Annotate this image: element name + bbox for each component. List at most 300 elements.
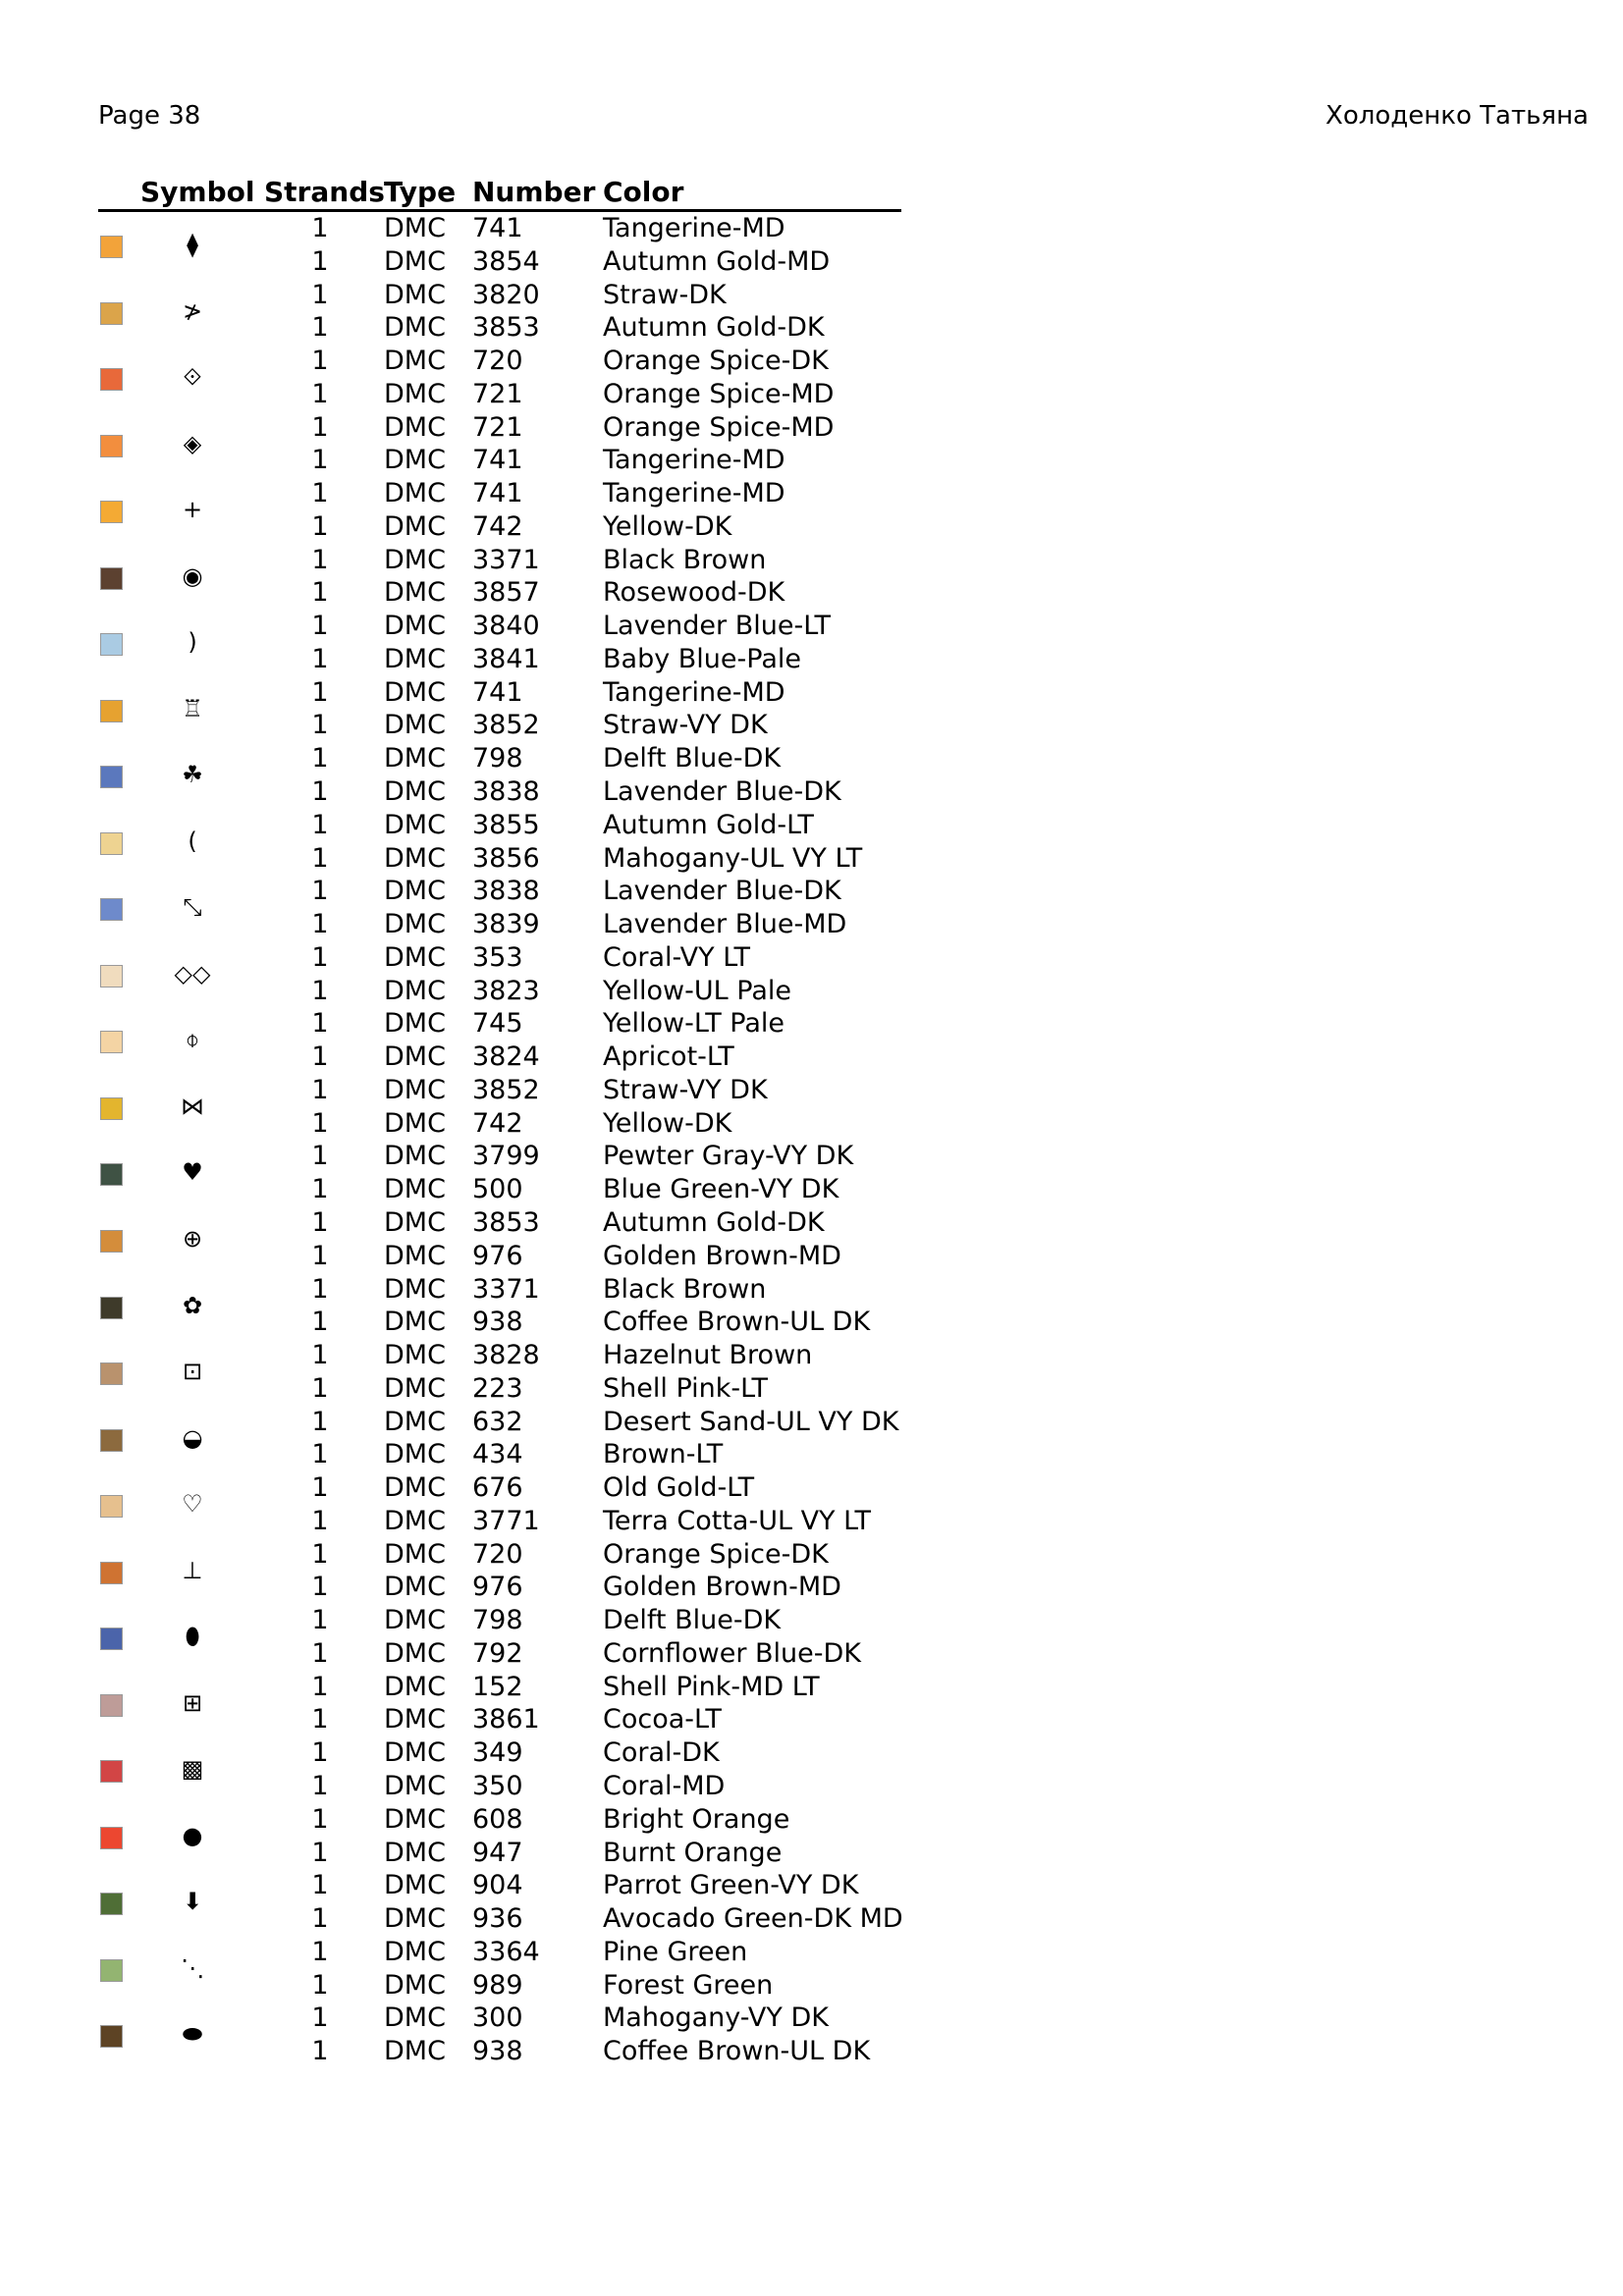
key-entry xyxy=(98,212,901,279)
stitch-symbol-icon: ⤡ xyxy=(183,893,202,922)
color-name-cell: Tangerine-MD xyxy=(603,478,785,509)
type-cell: DMC xyxy=(384,809,446,840)
thread-row xyxy=(98,975,901,1008)
color-name-cell: Delft Blue-DK xyxy=(603,743,782,774)
type-cell: DMC xyxy=(384,1605,446,1636)
strands-cell: 1 xyxy=(311,611,329,642)
type-cell: DMC xyxy=(384,312,446,344)
type-cell: DMC xyxy=(384,378,446,409)
number-cell: 741 xyxy=(472,478,523,509)
color-name-cell: Coral-DK xyxy=(603,1737,720,1769)
color-name-cell: Blue Green-VY DK xyxy=(603,1174,839,1205)
strands-cell: 1 xyxy=(311,909,329,940)
thread-row xyxy=(98,411,901,445)
number-cell: 223 xyxy=(472,1372,523,1404)
strands-cell: 1 xyxy=(311,510,329,542)
key-entry xyxy=(98,610,901,676)
thread-row xyxy=(98,444,901,477)
color-name-cell: Pewter Gray-VY DK xyxy=(603,1141,854,1172)
thread-row xyxy=(98,1173,901,1206)
color-name-cell: Autumn Gold-DK xyxy=(603,312,825,344)
thread-row xyxy=(98,1505,901,1538)
color-name-cell: Burnt Orange xyxy=(603,1837,783,1868)
thread-row xyxy=(98,378,901,411)
color-name-cell: Baby Blue-Pale xyxy=(603,643,801,674)
thread-row xyxy=(98,1571,901,1604)
type-cell: DMC xyxy=(384,1307,446,1338)
number-cell: 938 xyxy=(472,2036,523,2067)
color-name-cell: Brown-LT xyxy=(603,1439,724,1470)
type-cell: DMC xyxy=(384,1372,446,1404)
color-name-cell: Autumn Gold-DK xyxy=(603,1206,825,1238)
color-name-cell: Orange Spice-DK xyxy=(603,1538,829,1570)
strands-cell: 1 xyxy=(311,577,329,609)
thread-row xyxy=(98,643,901,676)
key-entry xyxy=(98,1538,901,1605)
color-name-cell: Autumn Gold-LT xyxy=(603,809,814,840)
key-entry xyxy=(98,1206,901,1273)
strands-cell: 1 xyxy=(311,312,329,344)
strands-cell: 1 xyxy=(311,1406,329,1437)
number-cell: 632 xyxy=(472,1406,523,1437)
stitch-symbol-icon: ⧫ xyxy=(187,231,198,258)
strands-cell: 1 xyxy=(311,544,329,575)
strands-cell: 1 xyxy=(311,213,329,243)
type-cell: DMC xyxy=(384,876,446,907)
thread-row xyxy=(98,1969,901,2002)
author-name: Холоденко Татьяна xyxy=(1325,101,1589,131)
type-cell: DMC xyxy=(384,611,446,642)
number-cell: 3840 xyxy=(472,611,540,642)
type-cell: DMC xyxy=(384,1936,446,1967)
number-cell: 3371 xyxy=(472,544,540,575)
number-cell: 745 xyxy=(472,1008,523,1040)
key-entry xyxy=(98,2002,901,2068)
key-entry xyxy=(98,1074,901,1141)
number-cell: 976 xyxy=(472,1572,523,1603)
type-cell: DMC xyxy=(384,1472,446,1504)
strands-cell: 1 xyxy=(311,445,329,476)
key-entry xyxy=(98,345,901,411)
stitch-symbol-icon: ◉ xyxy=(182,561,203,590)
type-cell: DMC xyxy=(384,1969,446,2001)
strands-cell: 1 xyxy=(311,2036,329,2067)
stitch-symbol-icon: ⬮ xyxy=(185,1623,200,1651)
stitch-symbol-icon: ⋈ xyxy=(181,1092,204,1120)
type-cell: DMC xyxy=(384,1439,446,1470)
stitch-symbol-icon: ) xyxy=(188,628,197,657)
color-name-cell: Shell Pink-MD LT xyxy=(603,1671,820,1702)
strands-cell: 1 xyxy=(311,710,329,741)
strands-cell: 1 xyxy=(311,1141,329,1172)
key-entry xyxy=(98,1339,901,1406)
stitch-symbol-icon: ● xyxy=(182,1821,203,1849)
stitch-symbol-icon: ♖ xyxy=(182,694,203,722)
floss-key-table xyxy=(98,176,901,2068)
type-cell: DMC xyxy=(384,346,446,377)
stitch-symbol-icon: ☘ xyxy=(182,761,203,789)
strands-cell: 1 xyxy=(311,1372,329,1404)
type-cell: DMC xyxy=(384,1803,446,1835)
number-cell: 947 xyxy=(472,1837,523,1868)
type-cell: DMC xyxy=(384,941,446,973)
thread-row xyxy=(98,2002,901,2035)
stitch-symbol-icon: ⊞ xyxy=(182,1688,203,1717)
number-cell: 152 xyxy=(472,1671,523,1702)
thread-row xyxy=(98,1770,901,1803)
thread-row xyxy=(98,1041,901,1074)
type-cell: DMC xyxy=(384,213,446,243)
stitch-symbol-icon: ⌽ xyxy=(185,1026,200,1054)
number-cell: 3853 xyxy=(472,1206,540,1238)
thread-row xyxy=(98,2035,901,2068)
number-cell: 608 xyxy=(472,1803,523,1835)
color-name-cell: Yellow-UL Pale xyxy=(603,975,791,1006)
type-cell: DMC xyxy=(384,2002,446,2034)
strands-cell: 1 xyxy=(311,1008,329,1040)
type-cell: DMC xyxy=(384,1273,446,1305)
strands-cell: 1 xyxy=(311,1538,329,1570)
type-cell: DMC xyxy=(384,975,446,1006)
thread-row xyxy=(98,1837,901,1870)
color-name-cell: Golden Brown-MD xyxy=(603,1240,841,1271)
thread-row xyxy=(98,941,901,975)
thread-row xyxy=(98,1604,901,1637)
number-cell: 353 xyxy=(472,941,523,973)
thread-row xyxy=(98,1736,901,1770)
strands-cell: 1 xyxy=(311,1174,329,1205)
color-name-cell: Shell Pink-LT xyxy=(603,1372,768,1404)
type-cell: DMC xyxy=(384,510,446,542)
stitch-symbol-icon: ⊡ xyxy=(182,1358,203,1386)
strands-cell: 1 xyxy=(311,1240,329,1271)
strands-cell: 1 xyxy=(311,1803,329,1835)
color-name-cell: Coffee Brown-UL DK xyxy=(603,2036,871,2067)
color-name-cell: Tangerine-MD xyxy=(603,676,785,708)
thread-row xyxy=(98,510,901,544)
thread-row xyxy=(98,1471,901,1505)
key-entry xyxy=(98,411,901,478)
thread-row xyxy=(98,1372,901,1406)
key-entry xyxy=(98,279,901,346)
strands-cell: 1 xyxy=(311,1770,329,1801)
color-name-cell: Black Brown xyxy=(603,1273,767,1305)
strands-cell: 1 xyxy=(311,643,329,674)
color-name-cell: Straw-VY DK xyxy=(603,710,768,741)
strands-cell: 1 xyxy=(311,1837,329,1868)
type-cell: DMC xyxy=(384,1671,446,1702)
thread-row xyxy=(98,1703,901,1736)
strands-cell: 1 xyxy=(311,676,329,708)
number-cell: 3820 xyxy=(472,279,540,310)
strands-cell: 1 xyxy=(311,1307,329,1338)
type-cell: DMC xyxy=(384,2036,446,2067)
color-name-cell: Tangerine-MD xyxy=(603,445,785,476)
strands-cell: 1 xyxy=(311,245,329,277)
key-entry xyxy=(98,1140,901,1206)
stitch-symbol-icon: ≯ xyxy=(182,296,203,325)
color-name-cell: Coffee Brown-UL DK xyxy=(603,1307,871,1338)
thread-row xyxy=(98,1206,901,1240)
color-name-cell: Rosewood-DK xyxy=(603,577,785,609)
number-cell: 3857 xyxy=(472,577,540,609)
number-cell: 3856 xyxy=(472,842,540,874)
column-header-strands: Strands xyxy=(264,176,385,208)
type-cell: DMC xyxy=(384,842,446,874)
stitch-symbol-icon: ( xyxy=(188,827,197,855)
strands-cell: 1 xyxy=(311,809,329,840)
strands-cell: 1 xyxy=(311,842,329,874)
color-name-cell: Yellow-LT Pale xyxy=(603,1008,784,1040)
thread-row xyxy=(98,1140,901,1173)
strands-cell: 1 xyxy=(311,941,329,973)
thread-row xyxy=(98,1803,901,1837)
type-cell: DMC xyxy=(384,776,446,808)
color-name-cell: Terra Cotta-UL VY LT xyxy=(603,1505,871,1536)
thread-row xyxy=(98,311,901,345)
type-cell: DMC xyxy=(384,411,446,443)
thread-row xyxy=(98,1107,901,1141)
key-entry xyxy=(98,1007,901,1074)
thread-row xyxy=(98,1936,901,1969)
color-name-cell: Old Gold-LT xyxy=(603,1472,755,1504)
number-cell: 976 xyxy=(472,1240,523,1271)
color-name-cell: Coral-VY LT xyxy=(603,941,751,973)
strands-cell: 1 xyxy=(311,1206,329,1238)
strands-cell: 1 xyxy=(311,1605,329,1636)
stitch-symbol-icon: ⊥ xyxy=(182,1556,203,1584)
type-cell: DMC xyxy=(384,1538,446,1570)
key-entry xyxy=(98,1273,901,1340)
number-cell: 720 xyxy=(472,346,523,377)
thread-row xyxy=(98,875,901,908)
type-cell: DMC xyxy=(384,1637,446,1669)
number-cell: 742 xyxy=(472,1107,523,1139)
column-header-color: Color xyxy=(603,176,684,208)
number-cell: 350 xyxy=(472,1770,523,1801)
type-cell: DMC xyxy=(384,1008,446,1040)
type-cell: DMC xyxy=(384,1074,446,1105)
number-cell: 3852 xyxy=(472,1074,540,1105)
color-name-cell: Hazelnut Brown xyxy=(603,1340,813,1371)
thread-row xyxy=(98,742,901,775)
stitch-symbol-icon: ▩ xyxy=(181,1755,204,1784)
number-cell: 936 xyxy=(472,1903,523,1935)
number-cell: 434 xyxy=(472,1439,523,1470)
key-entry xyxy=(98,1869,901,1936)
strands-cell: 1 xyxy=(311,1041,329,1073)
number-cell: 3364 xyxy=(472,1936,540,1967)
key-entry xyxy=(98,1671,901,1737)
color-name-cell: Straw-DK xyxy=(603,279,727,310)
stitch-symbol-icon: ✿ xyxy=(182,1291,203,1319)
strands-cell: 1 xyxy=(311,876,329,907)
strands-cell: 1 xyxy=(311,1107,329,1139)
strands-cell: 1 xyxy=(311,378,329,409)
number-cell: 3838 xyxy=(472,776,540,808)
stitch-symbol-icon: ⟐ xyxy=(183,363,202,392)
number-cell: 3824 xyxy=(472,1041,540,1073)
thread-row xyxy=(98,1538,901,1572)
key-entry xyxy=(98,1471,901,1538)
type-cell: DMC xyxy=(384,1837,446,1868)
thread-row xyxy=(98,1406,901,1439)
number-cell: 349 xyxy=(472,1737,523,1769)
key-entry xyxy=(98,1406,901,1472)
number-cell: 798 xyxy=(472,1605,523,1636)
strands-cell: 1 xyxy=(311,1969,329,2001)
key-entry xyxy=(98,477,901,544)
color-name-cell: Autumn Gold-MD xyxy=(603,245,831,277)
key-entry xyxy=(98,544,901,611)
strands-cell: 1 xyxy=(311,1572,329,1603)
key-entry xyxy=(98,1736,901,1803)
type-cell: DMC xyxy=(384,1770,446,1801)
color-name-cell: Mahogany-VY DK xyxy=(603,2002,829,2034)
key-entry xyxy=(98,1936,901,2002)
strands-cell: 1 xyxy=(311,1671,329,1702)
color-name-cell: Straw-VY DK xyxy=(603,1074,768,1105)
thread-row xyxy=(98,345,901,378)
number-cell: 989 xyxy=(472,1969,523,2001)
color-name-cell: Lavender Blue-MD xyxy=(603,909,847,940)
thread-row xyxy=(98,809,901,842)
type-cell: DMC xyxy=(384,1206,446,1238)
type-cell: DMC xyxy=(384,1041,446,1073)
thread-row xyxy=(98,1902,901,1936)
thread-row xyxy=(98,908,901,941)
thread-row xyxy=(98,610,901,643)
thread-row xyxy=(98,1007,901,1041)
strands-cell: 1 xyxy=(311,279,329,310)
number-cell: 3854 xyxy=(472,245,540,277)
number-cell: 3839 xyxy=(472,909,540,940)
number-cell: 3855 xyxy=(472,809,540,840)
type-cell: DMC xyxy=(384,1572,446,1603)
color-name-cell: Black Brown xyxy=(603,544,767,575)
color-name-cell: Desert Sand-UL VY DK xyxy=(603,1406,899,1437)
number-cell: 3828 xyxy=(472,1340,540,1371)
color-name-cell: Pine Green xyxy=(603,1936,748,1967)
strands-cell: 1 xyxy=(311,743,329,774)
key-entry xyxy=(98,742,901,809)
thread-row xyxy=(98,1637,901,1671)
type-cell: DMC xyxy=(384,643,446,674)
color-name-cell: Yellow-DK xyxy=(603,510,732,542)
stitch-symbol-icon: ♡ xyxy=(182,1490,203,1519)
column-header-symbol: Symbol xyxy=(140,176,255,208)
number-cell: 3838 xyxy=(472,876,540,907)
number-cell: 3841 xyxy=(472,643,540,674)
thread-row xyxy=(98,676,901,710)
key-entry xyxy=(98,676,901,743)
table-header xyxy=(98,176,901,212)
color-name-cell: Lavender Blue-DK xyxy=(603,776,841,808)
strands-cell: 1 xyxy=(311,1273,329,1305)
strands-cell: 1 xyxy=(311,1340,329,1371)
key-entry xyxy=(98,875,901,941)
number-cell: 742 xyxy=(472,510,523,542)
thread-row xyxy=(98,1671,901,1704)
strands-cell: 1 xyxy=(311,1505,329,1536)
strands-cell: 1 xyxy=(311,1637,329,1669)
page-header xyxy=(98,98,1589,133)
type-cell: DMC xyxy=(384,710,446,741)
number-cell: 3771 xyxy=(472,1505,540,1536)
type-cell: DMC xyxy=(384,1737,446,1769)
number-cell: 3799 xyxy=(472,1141,540,1172)
number-cell: 721 xyxy=(472,378,523,409)
strands-cell: 1 xyxy=(311,1936,329,1967)
strands-cell: 1 xyxy=(311,1472,329,1504)
stitch-symbol-icon: ◇◇ xyxy=(174,959,211,988)
strands-cell: 1 xyxy=(311,776,329,808)
stitch-symbol-icon: ◒ xyxy=(182,1423,203,1452)
type-cell: DMC xyxy=(384,676,446,708)
type-cell: DMC xyxy=(384,245,446,277)
strands-cell: 1 xyxy=(311,1903,329,1935)
key-entry xyxy=(98,941,901,1008)
number-cell: 720 xyxy=(472,1538,523,1570)
color-name-cell: Parrot Green-VY DK xyxy=(603,1870,859,1901)
page-number: Page 38 xyxy=(98,101,201,131)
thread-row xyxy=(98,212,901,245)
color-name-cell: Avocado Green-DK MD xyxy=(603,1903,903,1935)
number-cell: 741 xyxy=(472,676,523,708)
type-cell: DMC xyxy=(384,1406,446,1437)
column-header-number: Number xyxy=(472,176,596,208)
thread-row xyxy=(98,775,901,809)
strands-cell: 1 xyxy=(311,1870,329,1901)
number-cell: 741 xyxy=(472,445,523,476)
number-cell: 938 xyxy=(472,1307,523,1338)
stitch-symbol-icon: ◈ xyxy=(183,429,202,457)
color-name-cell: Forest Green xyxy=(603,1969,774,2001)
type-cell: DMC xyxy=(384,445,446,476)
column-header-type: Type xyxy=(384,176,457,208)
key-entries xyxy=(98,212,901,2068)
thread-row xyxy=(98,245,901,279)
color-name-cell: Orange Spice-DK xyxy=(603,346,829,377)
type-cell: DMC xyxy=(384,279,446,310)
color-name-cell: Yellow-DK xyxy=(603,1107,732,1139)
type-cell: DMC xyxy=(384,1240,446,1271)
type-cell: DMC xyxy=(384,1505,446,1536)
type-cell: DMC xyxy=(384,1340,446,1371)
strands-cell: 1 xyxy=(311,411,329,443)
color-name-cell: Lavender Blue-LT xyxy=(603,611,832,642)
strands-cell: 1 xyxy=(311,975,329,1006)
color-name-cell: Cornflower Blue-DK xyxy=(603,1637,861,1669)
thread-row xyxy=(98,576,901,610)
stitch-symbol-icon: + xyxy=(182,496,203,524)
number-cell: 798 xyxy=(472,743,523,774)
thread-row xyxy=(98,1339,901,1372)
color-name-cell: Tangerine-MD xyxy=(603,213,785,243)
type-cell: DMC xyxy=(384,1903,446,1935)
number-cell: 500 xyxy=(472,1174,523,1205)
type-cell: DMC xyxy=(384,478,446,509)
color-name-cell: Coral-MD xyxy=(603,1770,726,1801)
key-entry xyxy=(98,809,901,876)
stitch-symbol-icon: ⬇ xyxy=(182,1888,203,1916)
strands-cell: 1 xyxy=(311,1439,329,1470)
thread-row xyxy=(98,842,901,876)
color-name-cell: Delft Blue-DK xyxy=(603,1605,782,1636)
stitch-symbol-icon: ♥ xyxy=(182,1158,203,1187)
color-name-cell: Mahogany-UL VY LT xyxy=(603,842,863,874)
number-cell: 3853 xyxy=(472,312,540,344)
